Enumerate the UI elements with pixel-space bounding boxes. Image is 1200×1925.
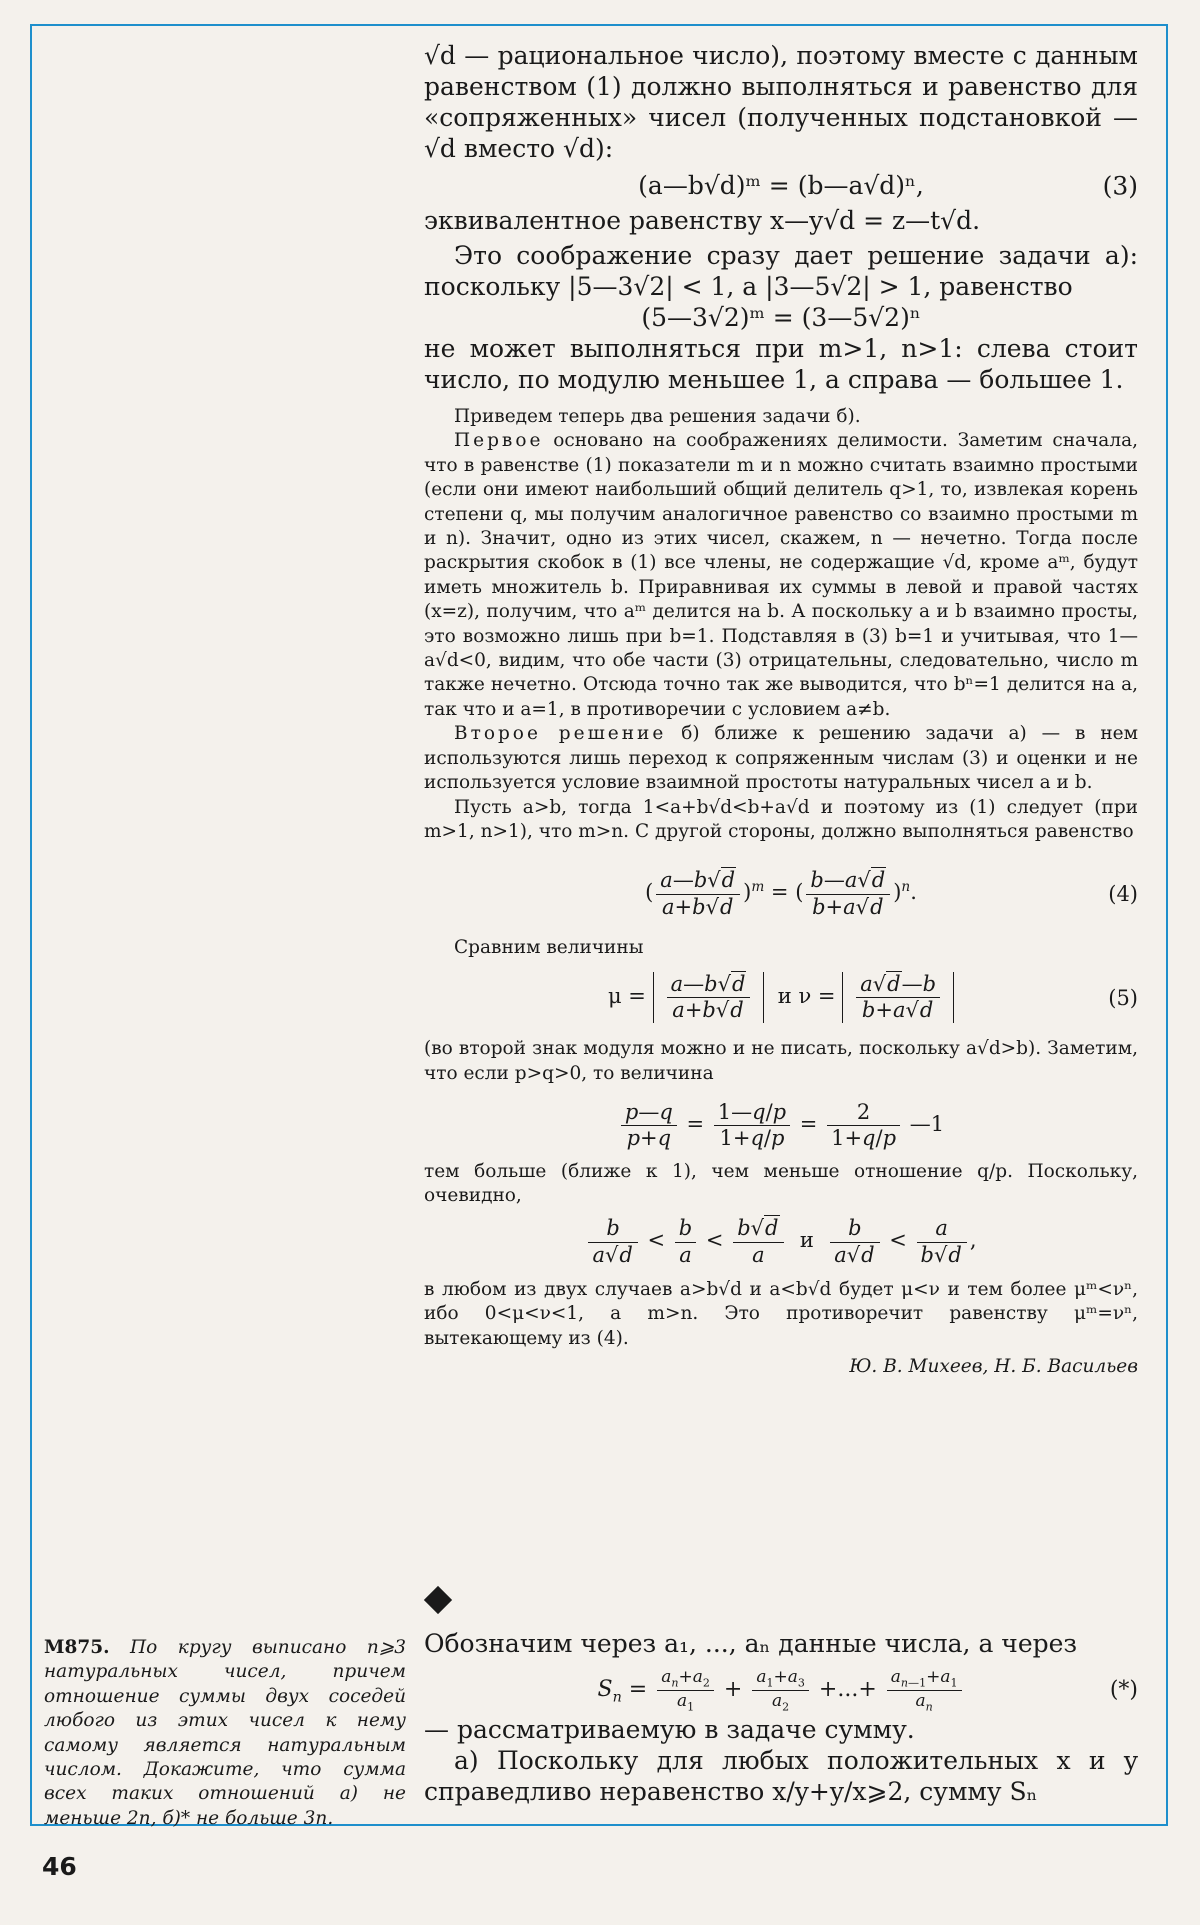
paragraph: Обозначим через a₁, ..., aₙ данные числа, а через bbox=[424, 1629, 1078, 1658]
previous-solution bbox=[424, 40, 1138, 1379]
paragraph: Пусть a>b, тогда 1<a+b√d<b+a√d и поэтому из (1) следует (при m>1, n>1), что m>n. С другой стороны, должно выполняться равенство bbox=[424, 796, 1138, 842]
paragraph: √d — рациональное число), поэтому вместе с данным равенством (1) должно выполняться и равенство для «сопряженных» чисел (полученных подстановкой —√d вместо √d): bbox=[424, 41, 1138, 163]
paragraph: (во второй знак модуля можно и не писать, поскольку a√d>b). Заметим, что если p>q>0, то величина bbox=[424, 1038, 1138, 1084]
paragraph: эквивалентное равенству x—y√d = z—t√d. bbox=[424, 206, 981, 235]
equation-3: (a—b√d)ᵐ = (b—a√d)ⁿ, (3) bbox=[638, 171, 1138, 200]
new-solution bbox=[424, 1628, 1138, 1807]
inequality-chain: $\frac{b}{a√d}$ < $\frac{b}{a}$ < $\frac{b√d}{a}$ и $\frac{b}{a√d}$ < $\frac{a}{b√d}$ , bbox=[424, 1216, 1138, 1267]
problem-label: М875. bbox=[44, 1637, 110, 1658]
ratio-equation: $\frac{p—q}{p+q}$ = $\frac{1—q/p}{1+q/p}$ = $\frac{2}{1+q/p}$ —1 bbox=[424, 1100, 1138, 1151]
problem-m875: М875. По кругу выписано n⩾3 натуральных чисел, причем отношение суммы двух соседей любого из этих чисел к нему самому является натуральным числом. Докажите, что сумма всех таких отношений а) не меньше 2n, б)* не больше 3n. bbox=[44, 1637, 406, 1829]
paragraph: Это соображение сразу дает решение задачи а): поскольку |5—3√2| < 1, а |3—5√2| > 1, равенство bbox=[424, 241, 1138, 301]
equation-4: ( $\frac{a—b√d}{a+b√d}$ )$^m$ = ( $\frac{b—a√d}{b+a√d}$ )$^n$. (4) bbox=[645, 868, 1138, 919]
paragraph: — рассматриваемую в задаче сумму. bbox=[424, 1714, 915, 1744]
paragraph: Первое основано на соображениях делимости. Заметим сначала, что в равенстве (1) показатели m и n можно считать взаимно простыми (если они имеют наибольший общий делитель q>1, то, извлекая корень степени q, мы получим аналогичное равенство со взаимно простыми m и n). Значит, одно из этих чисел, скажем, n — нечетно. Тогда после раскрытия скобок в (1) все члены, не содержащие √d, кроме aᵐ, будут иметь множитель b. Приравнивая их суммы в левой и правой частях (x=z), получим, что aᵐ делится на b. А поскольку a и b взаимно просты, это возможно лишь при b=1. Подставляя в (3) b=1 и учитывая, что 1—a√d<0, видим, что обе части (3) отрицательны, следовательно, число m также нечетно. Отсюда точно так же выводится, что bⁿ=1 делится на a, так что и a=1, в противоречии с условием a≠b. bbox=[424, 430, 1138, 720]
equation-center: (5—3√2)ᵐ = (3—5√2)ⁿ bbox=[641, 303, 921, 332]
page-number: 46 bbox=[42, 1852, 77, 1881]
second-solution-label: Второе решение bbox=[454, 723, 667, 745]
equation-star: $S_n$ = $\frac{a_n+a_2}{a_1}$ + $\frac{a_1+a_3}{a_2}$ +...+ $\frac{a_{n—1}+a_1}{a_n}$ (*) bbox=[597, 1667, 1138, 1714]
paragraph: тем больше (ближе к 1), чем меньше отношение q/p. Поскольку, очевидно, bbox=[424, 1160, 1138, 1207]
paragraph: а) Поскольку для любых положительных x и y справедливо неравенство x/y+y/x⩾2, сумму Sₙ bbox=[424, 1745, 1138, 1806]
paragraph: в любом из двух случаев a>b√d и a<b√d будет μ<ν и тем более μᵐ<νⁿ, ибо 0<μ<ν<1, а m>n. Это противоречит равенству μᵐ=νⁿ, вытекающему из (4). bbox=[424, 1278, 1138, 1349]
paragraph: Сравним величины bbox=[454, 936, 644, 958]
authors: Ю. В. Михеев, Н. Б. Васильев bbox=[849, 1356, 1138, 1378]
paragraph: не может выполняться при m>1, n>1: слева стоит число, по модулю меньшее 1, а справа — большее 1. bbox=[424, 334, 1138, 394]
paragraph: Приведем теперь два решения задачи б). bbox=[454, 406, 861, 427]
paragraph: Второе решение б) ближе к решению задачи а) — в нем используются лишь переход к сопряженным числам (3) и оценки и не используется условие взаимной простоты натуральных чисел a и b. bbox=[424, 723, 1138, 794]
equation-5: μ = $\frac{a—b√d}{a+b√d}$ и ν = $\frac{a√d—b}{b+a√d}$ (5) bbox=[607, 972, 1138, 1023]
first-solution-label: Первое bbox=[454, 430, 544, 452]
